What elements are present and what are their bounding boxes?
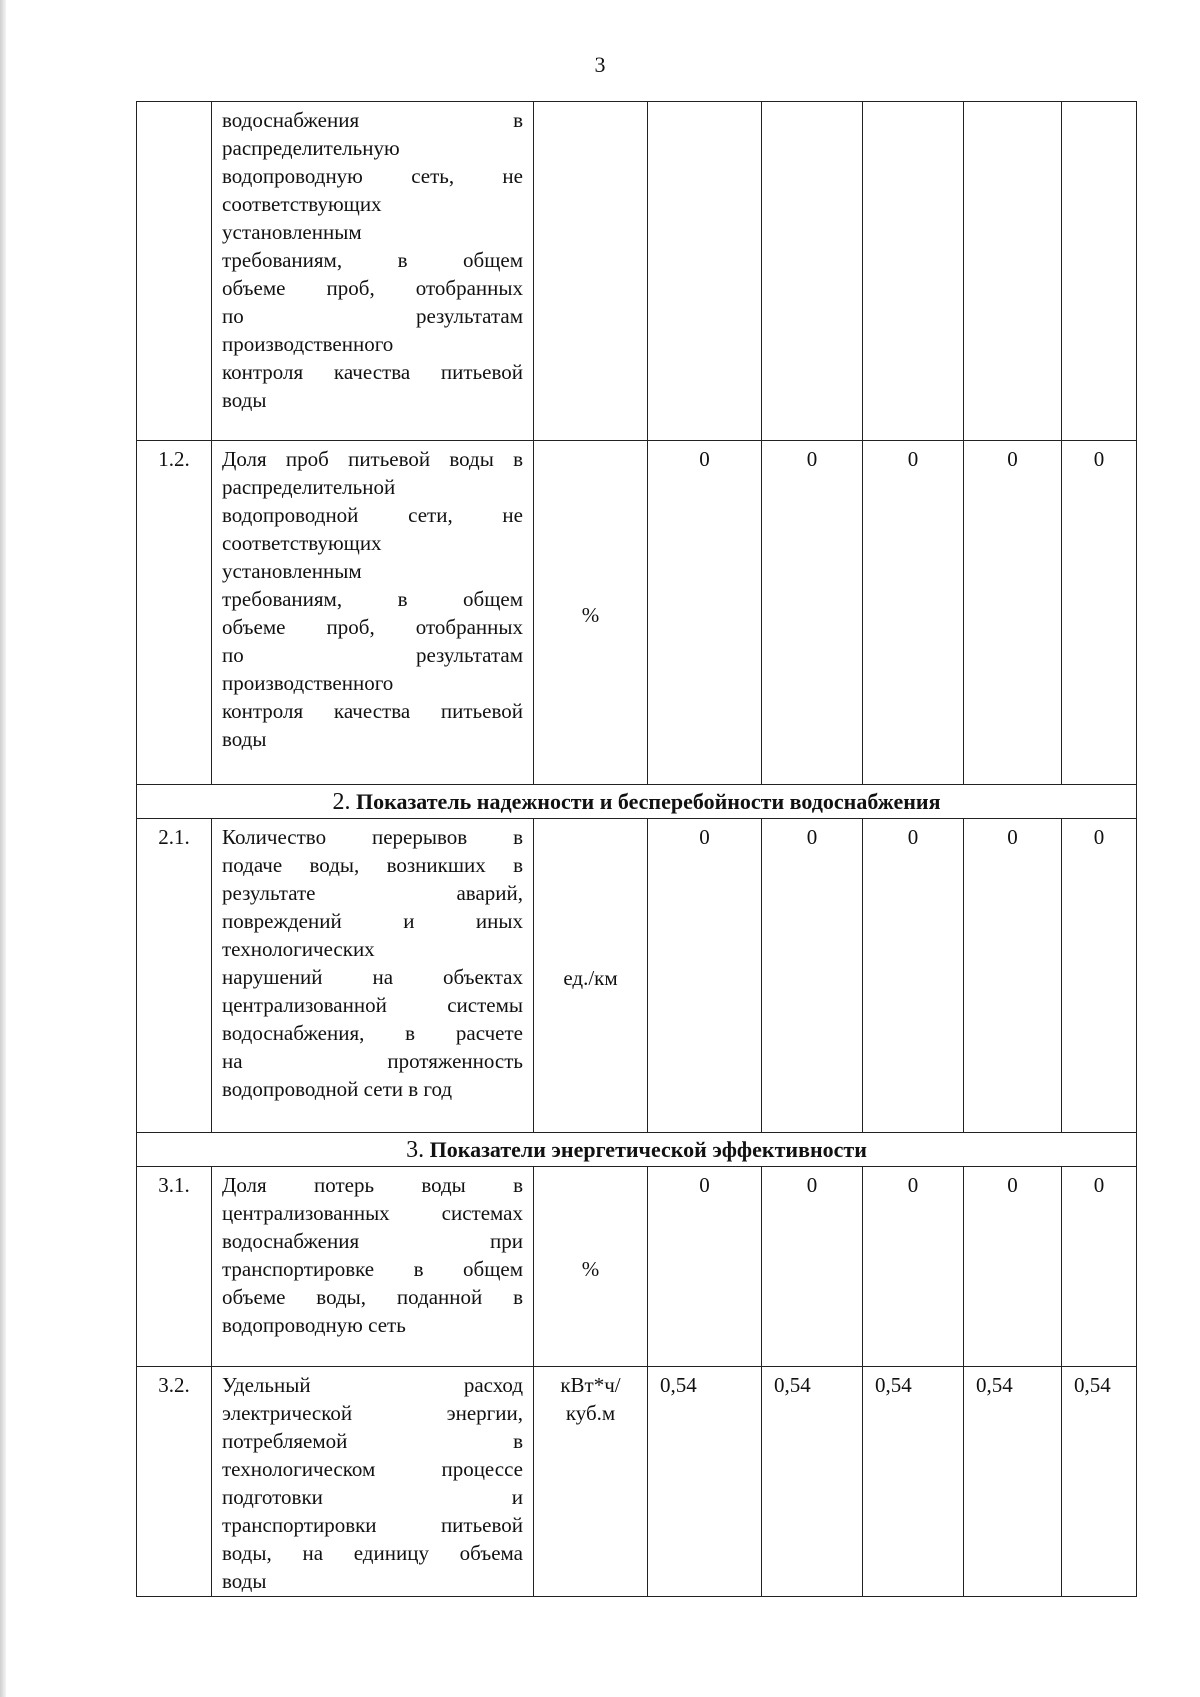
value-year-3: 0: [863, 1167, 964, 1367]
unit-of-measure: кВт*ч/ куб.м: [534, 1367, 648, 1597]
table-row: [137, 1167, 1137, 1367]
description-line: соответствующих: [222, 192, 382, 216]
unit-of-measure: [534, 102, 648, 441]
description-line: водопроводной сети, не: [222, 503, 523, 527]
value-year-1: 0: [648, 441, 762, 785]
value-year-2: 0: [762, 1167, 863, 1367]
description-line: централизованных системах: [222, 1201, 523, 1225]
scan-edge: [0, 0, 6, 1697]
description-line: подаче воды, возникших в: [222, 853, 523, 877]
value-year-4: [964, 102, 1062, 441]
description-line: транспортировки питьевой: [222, 1513, 523, 1537]
description-line: объеме проб, отобранных: [222, 276, 523, 300]
indicator-description: [212, 1367, 534, 1597]
value-year-1: 0,54: [648, 1367, 762, 1597]
value-year-3: [863, 102, 964, 441]
indicators-table: [136, 101, 1137, 1597]
row-number: 1.2.: [137, 441, 212, 785]
value-year-3: 0: [863, 441, 964, 785]
description-line: технологическом процессе: [222, 1457, 523, 1481]
description-line: контроля качества питьевой: [222, 699, 523, 723]
description-line: установленным: [222, 220, 362, 244]
description-line: повреждений и иных: [222, 909, 523, 933]
value-year-1: 0: [648, 1167, 762, 1367]
description-line: водоснабжения при: [222, 1229, 523, 1253]
description-line: воды, на единицу объема: [222, 1541, 523, 1565]
row-number: 2.1.: [137, 819, 212, 1133]
value-year-3: 0: [863, 819, 964, 1133]
value-year-4: 0: [964, 441, 1062, 785]
unit-of-measure: ед./км: [534, 819, 648, 1133]
description-line: воды: [222, 388, 267, 412]
value-year-2: [762, 102, 863, 441]
description-line: подготовки и: [222, 1485, 523, 1509]
description-line: распределительную: [222, 136, 400, 160]
description-line: требованиям, в общем: [222, 587, 523, 611]
table-body: [137, 102, 1137, 1597]
description-line: технологических: [222, 937, 375, 961]
indicator-description: [212, 819, 534, 1133]
description-line: распределительной: [222, 475, 396, 499]
description-line: производственного: [222, 671, 394, 695]
description-line: установленным: [222, 559, 362, 583]
table-row: [137, 1367, 1137, 1597]
value-year-1: 0: [648, 819, 762, 1133]
description-line: на протяженность: [222, 1049, 523, 1073]
table-row: [137, 441, 1137, 785]
description-line: объеме проб, отобранных: [222, 615, 523, 639]
description-line: контроля качества питьевой: [222, 360, 523, 384]
unit-of-measure: %: [534, 441, 648, 785]
value-year-1: [648, 102, 762, 441]
description-line: Доля потерь воды в: [222, 1173, 523, 1197]
section-header-row: [137, 785, 1137, 819]
section-header: [137, 785, 1137, 819]
description-line: по результатам: [222, 304, 523, 328]
description-line: воды: [222, 727, 267, 751]
description-line: водопроводную сеть: [222, 1313, 406, 1337]
indicator-description: [212, 102, 534, 441]
description-line: Доля проб питьевой воды в: [222, 447, 523, 471]
description-line: по результатам: [222, 643, 523, 667]
unit-of-measure: %: [534, 1167, 648, 1367]
description-line: Количество перерывов в: [222, 825, 523, 849]
row-number: 3.2.: [137, 1367, 212, 1597]
section-header: [137, 1133, 1137, 1167]
value-year-2: 0: [762, 819, 863, 1133]
description-line: производственного: [222, 332, 394, 356]
value-year-2: 0,54: [762, 1367, 863, 1597]
row-number: 3.1.: [137, 1167, 212, 1367]
description-line: водопроводной сети в год: [222, 1077, 453, 1101]
description-line: водопроводную сеть, не: [222, 164, 523, 188]
value-year-4: 0: [964, 819, 1062, 1133]
value-year-5: 0: [1062, 441, 1137, 785]
value-year-5: 0: [1062, 819, 1137, 1133]
description-line: водоснабжения в: [222, 108, 523, 132]
table-row: [137, 819, 1137, 1133]
value-year-5: [1062, 102, 1137, 441]
value-year-5: 0,54: [1062, 1367, 1137, 1597]
description-line: водоснабжения, в расчете: [222, 1021, 523, 1045]
description-line: электрической энергии,: [222, 1401, 523, 1425]
description-line: соответствующих: [222, 531, 382, 555]
row-number: [137, 102, 212, 441]
section-header-row: [137, 1133, 1137, 1167]
value-year-5: 0: [1062, 1167, 1137, 1367]
page-number: 3: [594, 52, 606, 77]
indicator-description: [212, 441, 534, 785]
description-line: централизованной системы: [222, 993, 523, 1017]
value-year-3: 0,54: [863, 1367, 964, 1597]
section-number: 2.: [332, 789, 351, 815]
indicator-description: [212, 1167, 534, 1367]
description-line: результате аварий,: [222, 881, 523, 905]
section-title: Показатель надежности и бесперебойности водоснабжения: [356, 789, 941, 814]
value-year-2: 0: [762, 441, 863, 785]
description-line: транспортировке в общем: [222, 1257, 523, 1281]
value-year-4: 0: [964, 1167, 1062, 1367]
description-line: требованиям, в общем: [222, 248, 523, 272]
description-line: Удельный расход: [222, 1373, 523, 1397]
table-row: [137, 102, 1137, 441]
value-year-4: 0,54: [964, 1367, 1062, 1597]
description-line: нарушений на объектах: [222, 965, 523, 989]
description-line: воды: [222, 1569, 267, 1593]
description-line: объеме воды, поданной в: [222, 1285, 523, 1309]
section-title: Показатели энергетической эффективности: [429, 1137, 867, 1162]
section-number: 3.: [406, 1137, 425, 1163]
description-line: потребляемой в: [222, 1429, 523, 1453]
